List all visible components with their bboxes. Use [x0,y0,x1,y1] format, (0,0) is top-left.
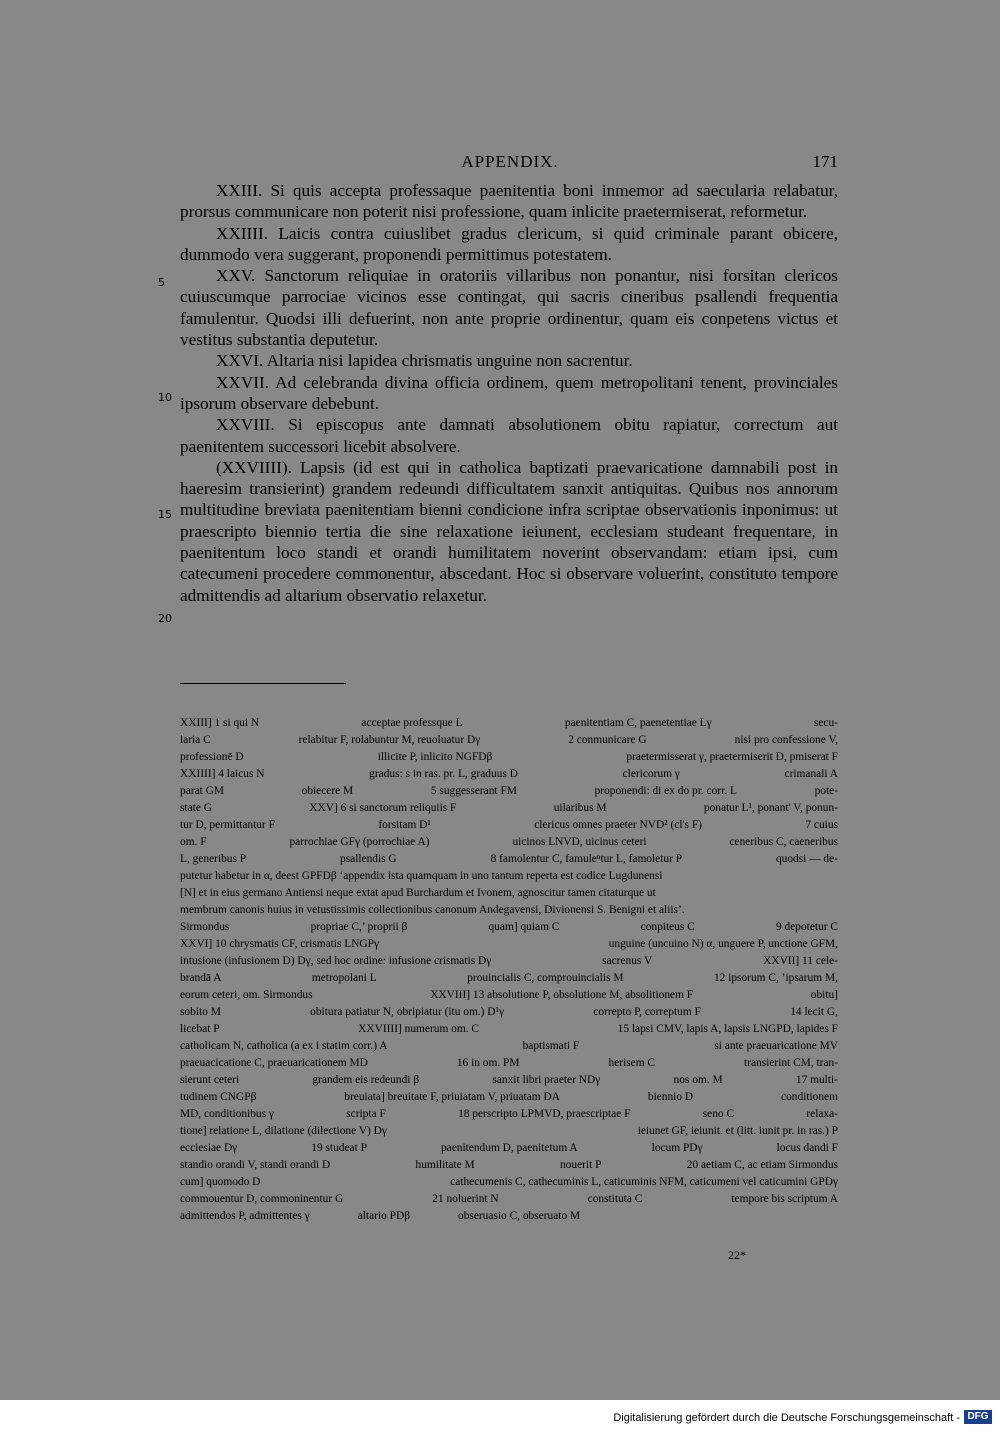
footnote-rule [180,683,346,684]
apparatus-entry: clericorum γ [622,768,680,780]
apparatus-entry: grandem eis redeundi β [312,1074,420,1086]
apparatus-entry: proponendi: di ex do pr. corr. L [594,785,737,797]
line-number: 5 [158,276,165,289]
page-header [180,152,840,178]
page-number: 171 [812,152,838,171]
canon-xxv: XXV. Sanctorum reliquiae in oratoriis villaribus non ponantur, nisi forsitan clericos cuiuscumque parrociae vicinos esse contingat, qui sacris cineribus psallendi frequentia famulentur. Quodsi illi defuerint, non ante proprie ordinentur, quam eis conpetens victus et vestitus substantia deputetur. [180,266,838,350]
apparatus-line [180,1157,838,1174]
apparatus-entry: sacrenus V [602,955,653,967]
apparatus-entry: 9 depotetur C [775,921,838,933]
apparatus-line [180,1174,838,1191]
apparatus-entry: conpiteus C [640,921,695,933]
apparatus-entry: ecciesiae Dγ [180,1142,238,1154]
apparatus-line [180,987,838,1004]
apparatus-entry: XXVI] 10 chrysmatis CF, crismatis LNGPγ [180,938,380,950]
apparatus-entry: quam] quiam C [488,921,560,933]
apparatus-line [180,851,838,868]
apparatus-entry: nouerit P [559,1159,602,1171]
apparatus-entry: ponatur L¹, ponant' V, ponun- [703,802,838,814]
apparatus-line [180,953,838,970]
apparatus-entry: locum PDγ [651,1142,703,1154]
apparatus-entry: correpto P, correptum F [593,1006,701,1018]
apparatus-entry: nos om. M [673,1074,723,1086]
apparatus-entry: paenitendum D, paenitetum A [440,1142,578,1154]
apparatus-line [180,868,838,885]
apparatus-entry: 17 multi- [795,1074,838,1086]
apparatus-entry: L, generibus P [180,853,247,865]
apparatus-entry: illicite P, inlicito NGFDβ [377,751,493,763]
apparatus-entry: intusione (infusionem D) Dγ, sed hoc ordine: infusione crismatis Dγ [180,955,492,967]
apparatus-line [180,1123,838,1140]
apparatus-entry: 12 ipsorum C, ’ipsarum M, [713,972,838,984]
apparatus-entry: tempore bis scriptum A [731,1193,838,1205]
apparatus-line [180,1140,838,1157]
apparatus-entry: si ante praeuaricatione MV [714,1040,838,1052]
apparatus-entry: sobito M [180,1006,221,1018]
apparatus-line [180,1191,838,1208]
footer-credit: Digitalisierung gefördert durch die Deutsche Forschungsgemeinschaft - [613,1412,960,1424]
apparatus-entry: pote- [814,785,838,797]
apparatus-entry: acceptae professque L [361,717,463,729]
apparatus-entry: constituta C [587,1193,643,1205]
apparatus-entry: quodsi — de- [775,853,838,865]
apparatus-line [180,834,838,851]
apparatus-entry: nisi pro confessione V, [734,734,838,746]
apparatus-entry: commouentur D, commoninentur G [180,1193,344,1205]
apparatus-entry: obiecere M [301,785,354,797]
apparatus-entry: paenitentiam C, paenetentiae Lγ [564,717,712,729]
apparatus-entry: parrochiae GFγ (porrochiae A) [289,836,430,848]
canon-xxvii: XXVII. Ad celebranda divina officia ordinem, quem metropolitani tenent, provinciales ipsorum observare debebunt. [180,372,838,413]
apparatus-line [180,817,838,834]
apparatus-entry: XXVIII] 13 absolutione P, obsolutione M, absolitionem F [430,989,694,1001]
apparatus-entry: tudinem CNGPβ [180,1091,257,1103]
signature-mark: 22* [728,1248,746,1262]
apparatus-entry: propriae C,’ proprii β [310,921,408,933]
apparatus-entry: XXVIIII] numerum om. C [358,1023,480,1035]
apparatus-line [180,749,838,766]
apparatus-entry: licebat P [180,1023,220,1035]
apparatus-entry: 16 in om. PM [456,1057,520,1069]
apparatus-entry: seno C [702,1108,735,1120]
apparatus-entry: praeuacicatione C, praeuaricationem MD [180,1057,368,1069]
canon-xxiii: XXIII. Si quis accepta professaque paenitentia boni inmemor ad saecularia relabatur, prorsus communicare non poterit nisi professione, quam inlicite praetermiserat, reformetur. [180,181,838,222]
apparatus-entry: crimanali A [784,768,838,780]
apparatus-line [180,766,838,783]
apparatus-entry: XXIII] 1 si qui N [180,717,260,729]
apparatus-entry: breuiata] breuitate F, priuiatam V, priuatam DA [344,1091,560,1103]
apparatus-entry: 8 famolentur C, famuleⁿtur L, famoletur P [490,853,683,865]
apparatus-line [180,800,838,817]
apparatus-entry: 15 lapsi CMV, lapis A, lapsis LNGPD, lapides F [617,1023,838,1035]
apparatus-entry: standio orandi V, standi orandi D [180,1159,331,1171]
apparatus-entry: ieiunet GF, ieiunit. et (litt. iunit pr. in ras.) P [637,1125,838,1137]
apparatus-entry: obitu] [810,989,838,1001]
apparatus-line [180,1208,838,1225]
apparatus-entry: secu- [813,717,838,729]
apparatus-line [180,885,838,902]
apparatus-entry: cum] quomodo D [180,1176,261,1188]
running-head: APPENDIX. [461,152,559,171]
apparatus-entry: sierunt ceteri [180,1074,240,1086]
apparatus-entry: prouincialis C, comprouincialis M [467,972,624,984]
canon-xxvi: XXVI. Altaria nisi lapidea chrismatis unguine non sacrentur. [216,351,633,371]
apparatus-entry: catholicam N, catholica (a ex i statim corr.) A [180,1040,388,1052]
apparatus-entry: XXV] 6 si sanctorum reliquiis F [309,802,457,814]
apparatus-entry: membrum canonis huius in vetustissimis collectionibus canonum Andegavensi, Divionensi S. Benigni et aliis’. [180,904,685,916]
apparatus-entry: 19 studeat P [311,1142,367,1154]
apparatus-line [180,1106,838,1123]
apparatus-entry: XXVII] 11 cele- [763,955,838,967]
apparatus-entry: clericus omnes praeter NVD² (cl's F) [534,819,702,831]
apparatus-line [180,970,838,987]
apparatus-line [180,715,838,732]
apparatus-entry: herisem C [608,1057,656,1069]
apparatus-entry: transierint CM, tran- [744,1057,838,1069]
apparatus-line [180,1038,838,1055]
apparatus-entry: 21 noluerint N [432,1193,499,1205]
apparatus-line [180,1004,838,1021]
dfg-logo: DFG [964,1410,992,1424]
apparatus-entry: relabitur F, rolabuntur M, reuoluatur Dγ [298,734,481,746]
apparatus-line [180,1055,838,1072]
apparatus-line [180,783,838,800]
apparatus-entry: conditionem [781,1091,838,1103]
main-text [158,180,838,625]
apparatus-entry: cathecumenis C, cathecuminis L, caticuminis NFM, caticumeni vel caticumini GPDγ [450,1176,838,1188]
apparatus-entry: parat GM [180,785,224,797]
line-number: 20 [158,612,172,625]
apparatus-entry: unguine (uncuino N) α, unguere P, unctione GFM, [608,938,838,950]
apparatus-entry: 18 perscripto LPMVD, praescriptae F [458,1108,631,1120]
canon-xxviii: XXVIII. Si episcopus ante damnati absolutionem obitu rapiatur, correctum aut paenitentem successori licebit absolvere. [180,415,838,456]
apparatus-line [180,1089,838,1106]
apparatus-entry: forsitam D¹ [378,819,431,831]
apparatus-entry: [N] et in eius germano Antiensi neque extat apud Burchardum et Ivonem, agnoscitur tamen citaturque ut [180,887,656,899]
apparatus-entry: gradus: s in ras. pr. L, graduus D [369,768,518,780]
apparatus-entry: om. F [180,836,207,848]
apparatus-entry: scripta F [346,1108,386,1120]
apparatus-entry: 7 cuius [805,819,838,831]
apparatus-entry: relaxa- [806,1108,838,1120]
footer-bar [0,1400,1000,1434]
apparatus-entry: obitura patiatur N, obripiatur (itu om.) D¹γ [310,1006,504,1018]
apparatus-entry: laria C [180,734,211,746]
apparatus-entry: 14 lecit G, [790,1006,838,1018]
line-number: 15 [158,508,172,521]
critical-apparatus [180,715,838,1225]
apparatus-entry: professionē D [180,751,244,763]
apparatus-entry: tione] relatione L, dilatione (dilectione V) Dγ [180,1125,387,1137]
apparatus-line [180,732,838,749]
apparatus-entry: brandā A [180,972,222,984]
apparatus-line [180,936,838,953]
apparatus-line [180,1072,838,1089]
apparatus-entry: MD, conditionibus γ [180,1108,274,1120]
apparatus-entry: Sirmondus [180,921,230,933]
apparatus-entry: 2 conmunicare G [568,734,647,746]
apparatus-line [180,902,838,919]
apparatus-entry: 5 suggesserant FM [430,785,517,797]
apparatus-entry: tur D, permittantur F [180,819,275,831]
apparatus-entry: humilitate M [415,1159,475,1171]
apparatus-entry: 20 aetiam C, ac etiam Sirmondus [686,1159,838,1171]
apparatus-entry: locus dandi F [776,1142,838,1154]
apparatus-entry: XXIIII] 4 laicus N [180,768,265,780]
apparatus-line [180,919,838,936]
apparatus-entry: altario PDβ [357,1210,410,1222]
apparatus-entry: praetermisserat γ, praetermiserit D, pmiserat F [626,751,838,763]
apparatus-entry: putetur habetur in α, deest GPFDβ ‘appendix ista quamquam in uno tantum reperta est codice Lugdunensi [180,870,663,882]
apparatus-entry: admittendos P, admittentes γ [180,1210,310,1222]
line-number: 10 [158,391,172,404]
apparatus-entry: ceneribus C, caeneribus [729,836,838,848]
canon-xxiiii: XXIIII. Laicis contra cuiuslibet gradus clericum, si quid criminale parant obicere, dummodo vera suggerant, proponendi permittimus potestatem. [180,223,838,264]
apparatus-entry: uilaribus M [553,802,607,814]
apparatus-entry: uicinos LNVD, uicinus ceteri [512,836,647,848]
apparatus-line [180,1021,838,1038]
apparatus-entry: metropolani L [311,972,377,984]
apparatus-entry: state G [180,802,212,814]
apparatus-entry: baptismati F [522,1040,580,1052]
apparatus-entry: biennio D [647,1091,694,1103]
apparatus-entry: sanxit libri praeter NDγ [492,1074,601,1086]
apparatus-entry: obseruasio C, obseruato M [458,1210,581,1222]
canon-xxviiii: (XXVIIII). Lapsis (id est qui in catholica baptizati praevaricatione damnabili post in haeresim transierint) grandem redeundi difficultatem sanxit antiquitas. Quibus nos annorum multitudine breviata paenitentiam bienni condicione infra scriptae observationis inponimus: ut praescripto biennio tertia die sine relaxatione ieiunent, ecclesiam studeant frequentare, in paenitentum loco standi et orandi humilitatem noverint observandam: etiam ipsi, cum catecumeni procedere commonentur, abscedant. Hoc si observare voluerint, constituto tempore admittendis ad altarium observatio relaxetur. [180,457,838,605]
apparatus-entry: psallendis G [340,853,397,865]
apparatus-entry: eorum ceteri, om. Sirmondus [180,989,313,1001]
